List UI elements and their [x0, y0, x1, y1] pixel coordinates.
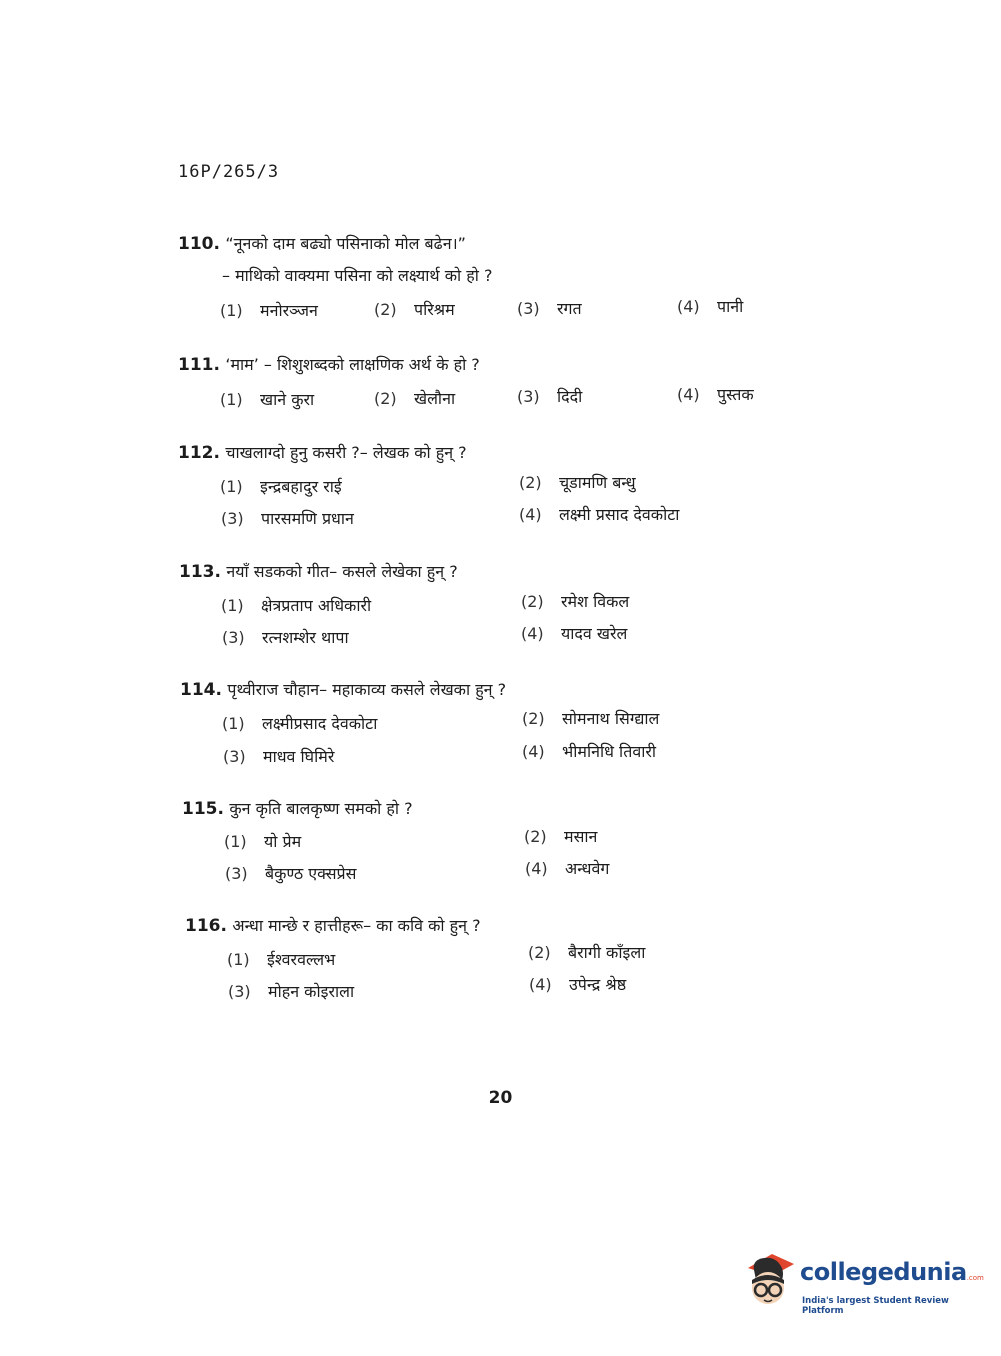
option-number: (1): [221, 596, 244, 615]
option-text: इन्द्रबहादुर राई: [260, 477, 342, 496]
option-3: [517, 297, 582, 319]
option-number: (3): [517, 299, 540, 318]
option-number: (4): [677, 297, 700, 316]
logo-name: collegedunia: [800, 1258, 967, 1286]
option-text: यादव खरेल: [561, 624, 628, 643]
option-1: [222, 712, 377, 734]
option-text: खाने कुरा: [260, 390, 315, 409]
option-text: मसान: [564, 827, 598, 846]
option-number: (4): [519, 505, 542, 524]
option-3: [222, 626, 349, 648]
option-number: (1): [220, 390, 243, 409]
option-3: [517, 385, 582, 407]
question-text: अन्धा मान्छे र हात्तीहरू– का कवि को हुन् ?: [232, 916, 481, 935]
option-1: [224, 830, 301, 852]
question-stem: [178, 441, 467, 463]
option-text: परिश्रम: [414, 300, 455, 319]
option-number: (3): [223, 747, 246, 766]
option-number: (2): [521, 592, 544, 611]
logo-wordmark: [800, 1258, 984, 1286]
option-text: खेलौना: [414, 389, 456, 408]
option-2: [374, 298, 455, 320]
page-number: 20: [488, 1088, 513, 1108]
option-number: (3): [221, 509, 244, 528]
option-number: (1): [222, 714, 245, 733]
question-number: 115.: [182, 799, 224, 819]
option-number: (4): [529, 975, 552, 994]
paper-code: 16P/265/3: [178, 162, 280, 182]
option-number: (2): [519, 473, 542, 492]
option-2: [519, 471, 636, 493]
option-1: [227, 948, 335, 970]
option-number: (1): [227, 950, 250, 969]
question-text: ‘माम’ – शिशुशब्दको लाक्षणिक अर्थ के हो ?: [225, 355, 480, 374]
option-3: [221, 507, 354, 529]
question-subtext: – माथिको वाक्यमा पसिना को लक्ष्यार्थ को हो ?: [222, 266, 493, 285]
option-number: (4): [677, 385, 700, 404]
question-text: नयाँ सडकको गीत– कसले लेखेका हुन् ?: [226, 562, 458, 581]
option-text: ईश्वरवल्लभ: [267, 950, 336, 969]
question-number: 114.: [180, 680, 222, 700]
option-text: क्षेत्रप्रताप अधिकारी: [261, 596, 372, 615]
option-3: [223, 745, 334, 767]
option-1: [220, 388, 314, 410]
question-stem: [178, 353, 480, 375]
option-number: (2): [528, 943, 551, 962]
option-2: [524, 825, 597, 847]
question-stem: [182, 797, 413, 819]
option-number: (1): [220, 477, 243, 496]
option-text: रमेश विकल: [561, 592, 630, 611]
question-number: 111.: [178, 355, 220, 375]
option-text: पुस्तक: [717, 385, 754, 404]
option-text: भीमनिधि तिवारी: [562, 742, 657, 761]
option-2: [521, 590, 629, 612]
option-text: लक्ष्मी प्रसाद देवकोटा: [559, 505, 680, 524]
option-number: (2): [374, 300, 397, 319]
logo-tagline: India's largest Student Review Platform: [802, 1296, 949, 1316]
question-text: चाखलाग्दो हुनु कसरी ?– लेखक को हुन् ?: [225, 443, 467, 462]
option-text: मनोरञ्जन: [260, 301, 318, 320]
option-number: (4): [522, 742, 545, 761]
option-number: (1): [220, 301, 243, 320]
option-number: (3): [228, 982, 251, 1001]
option-text: दिदी: [557, 387, 583, 406]
option-3: [225, 862, 356, 884]
option-4: [677, 383, 754, 405]
question-text: पृथ्वीराज चौहान– महाकाव्य कसले लेखका हुन् ?: [227, 680, 507, 699]
option-number: (1): [224, 832, 247, 851]
option-2: [374, 387, 455, 409]
option-text: चूडामणि बन्धु: [559, 473, 636, 492]
option-text: अन्धवेग: [565, 859, 610, 878]
option-4: [521, 622, 627, 644]
question-stem: [179, 560, 458, 582]
option-3: [228, 980, 354, 1002]
option-text: पानी: [717, 297, 744, 316]
option-number: (2): [374, 389, 397, 408]
collegedunia-logo: [742, 1250, 984, 1320]
option-4: [525, 857, 609, 879]
option-1: [221, 594, 371, 616]
option-4: [529, 973, 626, 995]
option-text: पारसमणि प्रधान: [261, 509, 354, 528]
question-number: 116.: [185, 916, 227, 936]
question-number: 113.: [179, 562, 221, 582]
option-text: बैकुण्ठ एक्सप्रेस: [265, 864, 357, 883]
option-text: लक्ष्मीप्रसाद देवकोटा: [262, 714, 378, 733]
question-stem: [178, 232, 466, 254]
option-number: (3): [517, 387, 540, 406]
option-4: [522, 740, 656, 762]
option-4: [677, 295, 743, 317]
question-text: “नूनको दाम बढ्यो पसिनाको मोल बढेन।”: [225, 234, 466, 253]
option-text: बैरागी काँइला: [568, 943, 646, 962]
question-text: कुन कृति बालकृष्ण समको हो ?: [229, 799, 413, 818]
logo-suffix: .com: [966, 1274, 984, 1282]
option-1: [220, 299, 318, 321]
mascot-icon: [742, 1250, 798, 1314]
question-number: 112.: [178, 443, 220, 463]
question-stem: [185, 914, 481, 936]
option-4: [519, 503, 679, 525]
option-number: (4): [525, 859, 548, 878]
option-text: मोहन कोइराला: [268, 982, 355, 1001]
option-number: (2): [524, 827, 547, 846]
question-stem: [180, 678, 506, 700]
option-number: (3): [222, 628, 245, 647]
option-2: [528, 941, 645, 963]
option-text: रगत: [557, 299, 582, 318]
option-text: सोमनाथ सिग्द्याल: [562, 709, 660, 728]
option-text: यो प्रेम: [264, 832, 302, 851]
option-1: [220, 475, 342, 497]
option-number: (4): [521, 624, 544, 643]
option-text: उपेन्द्र श्रेष्ठ: [569, 975, 627, 994]
option-text: माधव घिमिरे: [263, 747, 335, 766]
option-text: रत्नशम्शेर थापा: [262, 628, 349, 647]
option-number: (2): [522, 709, 545, 728]
option-2: [522, 707, 659, 729]
option-number: (3): [225, 864, 248, 883]
question-number: 110.: [178, 234, 220, 254]
